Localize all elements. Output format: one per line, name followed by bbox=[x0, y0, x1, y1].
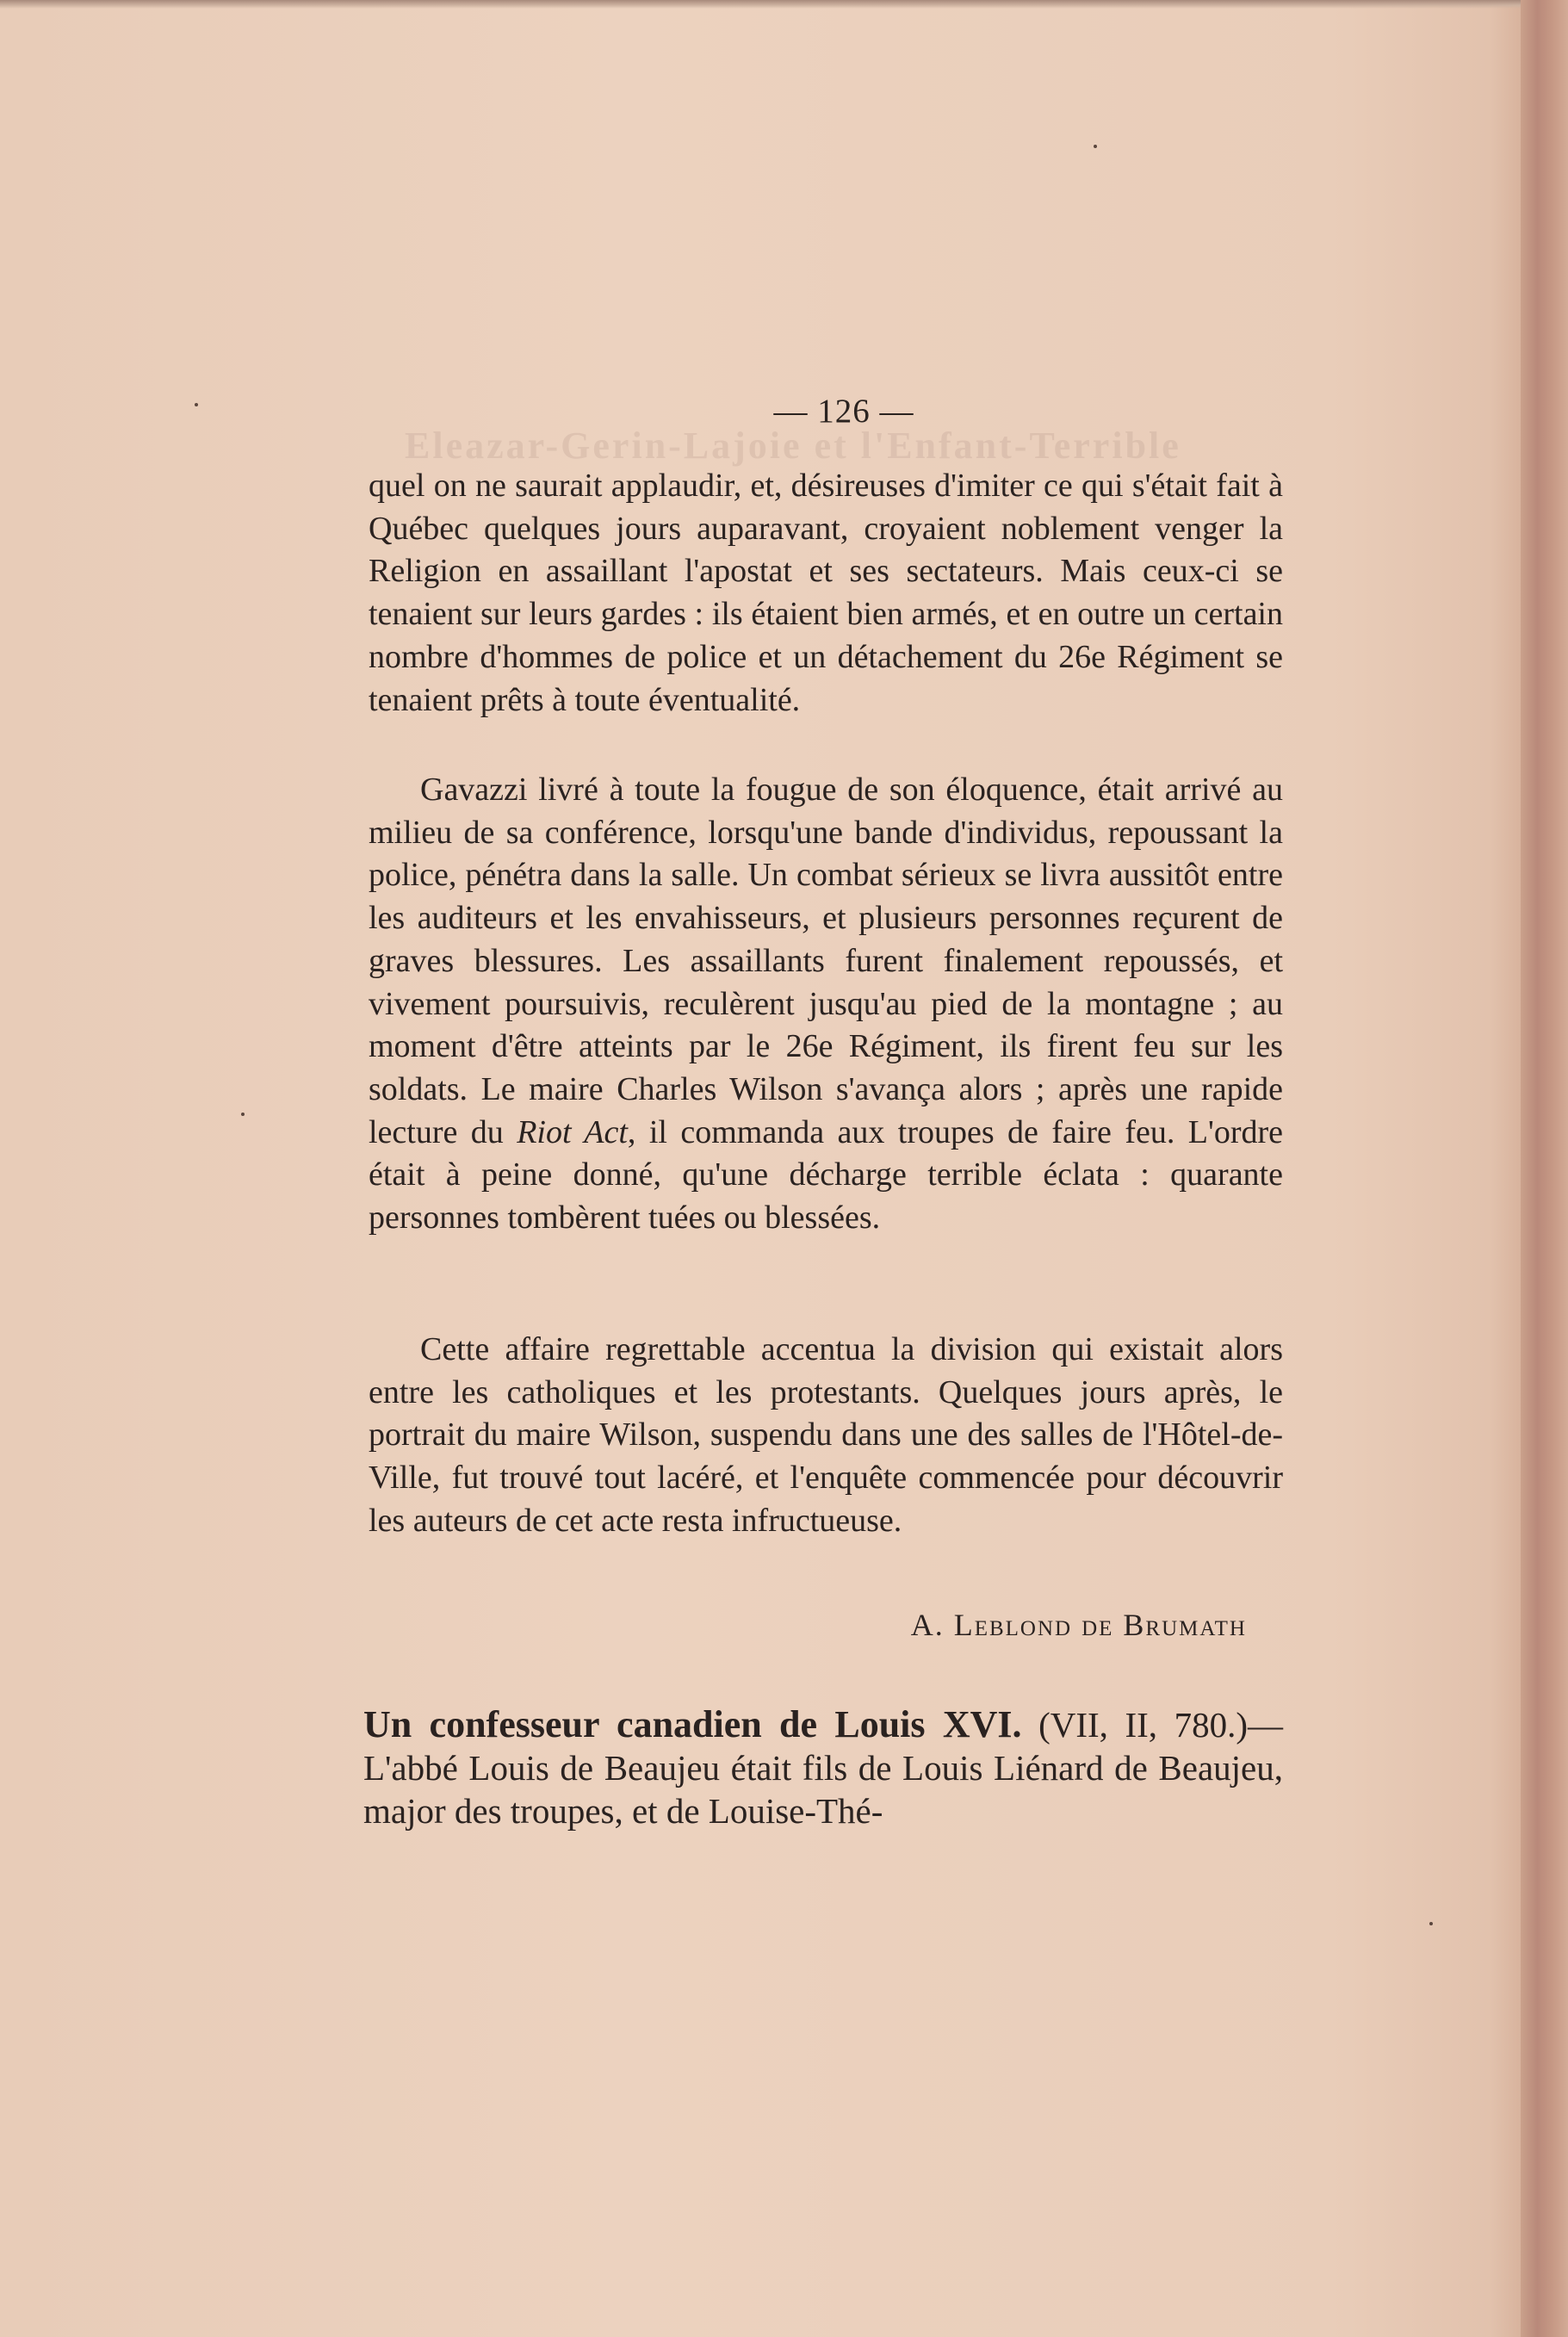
page-number: — 126 — bbox=[773, 393, 914, 430]
paragraph-text: Gavazzi livré à toute la fougue de son éloquence, était arrivé au milieu de sa conférence, lorsqu'une bande d'individus, repoussant la police, pénétra dans la salle. Un combat sérieux se livra aussitôt entre les auditeurs et les envahisseurs, et plusieurs personnes reçurent de graves blessures. Les assaillants furent finalement repoussés, et vivement poursuivis, reculèrent jusqu'au pied de la montagne ; au moment d'être atteints par le 26e Régiment, ils firent feu sur les soldats. Le maire Charles Wilson s'avança alors ; après une rapide lecture du Riot Act, il commanda aux troupes de faire feu. L'ordre était à peine donné, qu'une décharge terrible éclata : quarante personnes tombèrent tuées ou blessées. bbox=[369, 772, 1284, 1237]
entry-title: Un confesseur canadien de Louis XVI. bbox=[363, 1703, 1022, 1745]
paper-speck bbox=[1094, 145, 1097, 148]
paragraph-text: Cette affaire regrettable accentua la division qui existait alors entre les catholiques et les protestants. Quelques jours après, le portrait du maire Wilson, suspendu dans une des salles de l'Hôtel-de-Ville, fut trouvé tout lacéré, et l'enquête commencée pour découvrir les auteurs de cet acte resta infructueuse. bbox=[369, 1331, 1283, 1539]
paper-speck bbox=[241, 1113, 245, 1116]
paragraph-text: quel on ne saurait applaudir, et, désireuses d'imiter ce qui s'était fait à Québec quelques jours auparavant, croyaient noblement venger la Religion en assaillant l'apostat et ses sectateurs. Mais ceux-ci se tenaient sur leurs gardes : ils étaient bien armés, et en outre un certain nombre d'hommes de police et un détachement du 26e Régiment se tenaient prêts à toute éventualité. bbox=[369, 468, 1283, 718]
paragraph-continuation bbox=[369, 465, 1283, 722]
paper-speck bbox=[1429, 1922, 1433, 1925]
next-entry bbox=[363, 1703, 1283, 1832]
page-binding-edge bbox=[1521, 0, 1568, 2337]
show-through-text: Eleazar-Gerin-Lajoie et l'Enfant-Terrible bbox=[405, 425, 1181, 467]
entry-reference: (VII, II, 780.) bbox=[1038, 1705, 1249, 1745]
paragraph-riot bbox=[369, 769, 1283, 1240]
paragraph-aftermath bbox=[369, 1329, 1283, 1543]
riot-act-italic: Riot Act bbox=[517, 1113, 628, 1150]
author-signature: A. Leblond de Brumath bbox=[910, 1608, 1247, 1642]
page-top-edge bbox=[0, 0, 1528, 9]
entry-text: —L'abbé Louis de Beaujeu était fils de Louis Liénard de Beaujeu, major des troupes, et de Louise-Thé- bbox=[363, 1705, 1284, 1831]
